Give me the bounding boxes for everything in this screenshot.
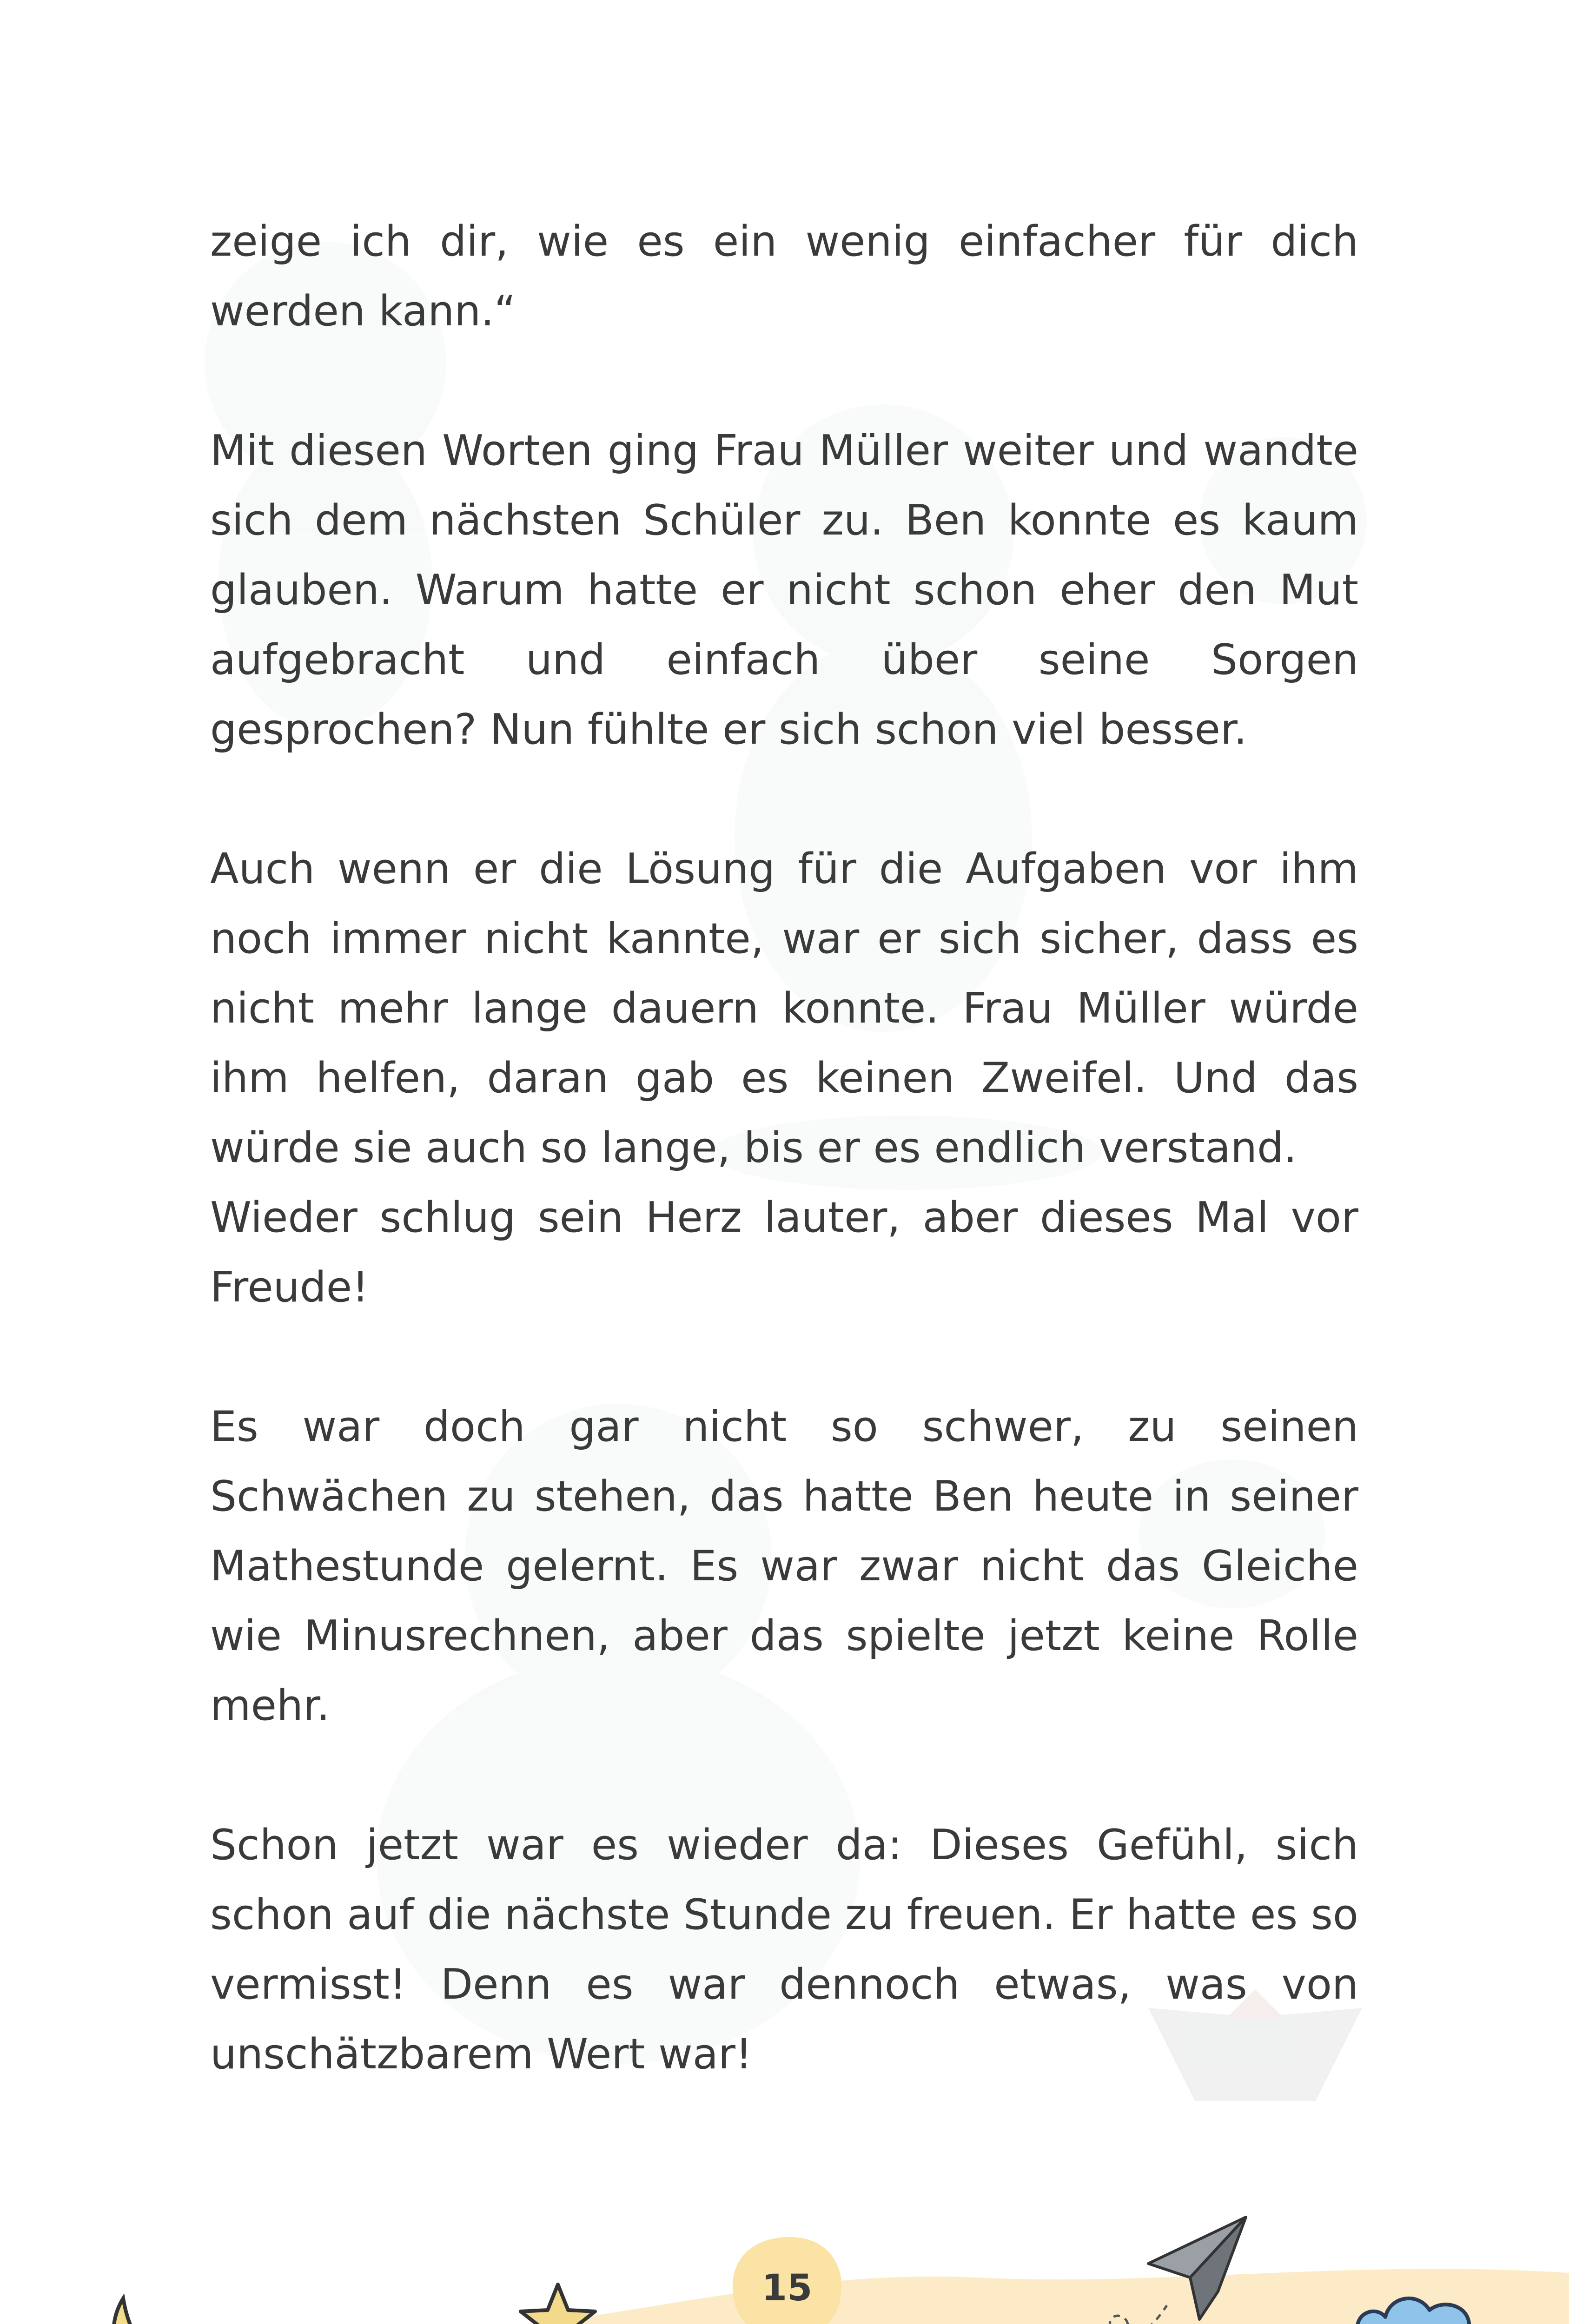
page-number: 15 xyxy=(761,2267,813,2309)
paragraph-2: Mit diesen Worten ging Frau Müller weiter und wandte sich dem nächsten Schüler zu. Ben konnte es kaum glauben. Warum hatte er nicht schon eher den Mut aufgebracht und einfach über seine Sorgen gesprochen? Nun fühlte er sich schon viel besser. xyxy=(210,426,1358,754)
page-number-badge xyxy=(729,2233,845,2324)
paragraph-6: Schon jetzt war es wieder da: Dieses Gefühl, sich schon auf die nächste Stunde zu freuen. Er hatte es so vermisst! Denn es war dennoch etwas, was von unschätzbarem Wert war! xyxy=(210,1821,1358,2079)
cloud-icon xyxy=(1339,2284,1488,2324)
story-text xyxy=(210,207,1358,2089)
paragraph-3: Auch wenn er die Lösung für die Aufgaben vor ihm noch immer nicht kannte, war er sich sicher, dass es nicht mehr lange dauern konnte. Frau Müller würde ihm helfen, daran gab es keinen Zweifel. Und das würde sie auch so lange, bis er es endlich verstand. xyxy=(210,845,1358,1172)
paper-boat-icon xyxy=(1148,1989,1362,2110)
paragraph-4: Wieder schlug sein Herz lauter, aber dieses Mal vor Freude! xyxy=(210,1193,1358,1312)
paragraph-1: zeige ich dir, wie es ein wenig einfacher für dich werden kann.“ xyxy=(210,217,1358,336)
paragraph-5: Es war doch gar nicht so schwer, zu seinen Schwächen zu stehen, das hatte Ben heute in seiner Mathestunde gelernt. Es war zwar nicht das Gleiche wie Minusrechnen, aber das spielte jetzt keine Rolle mehr. xyxy=(210,1402,1358,1730)
paper-plane-icon xyxy=(939,2212,1264,2324)
rocket-icon xyxy=(321,2319,428,2324)
star-icon xyxy=(516,2280,600,2324)
moon-icon xyxy=(105,2294,221,2324)
